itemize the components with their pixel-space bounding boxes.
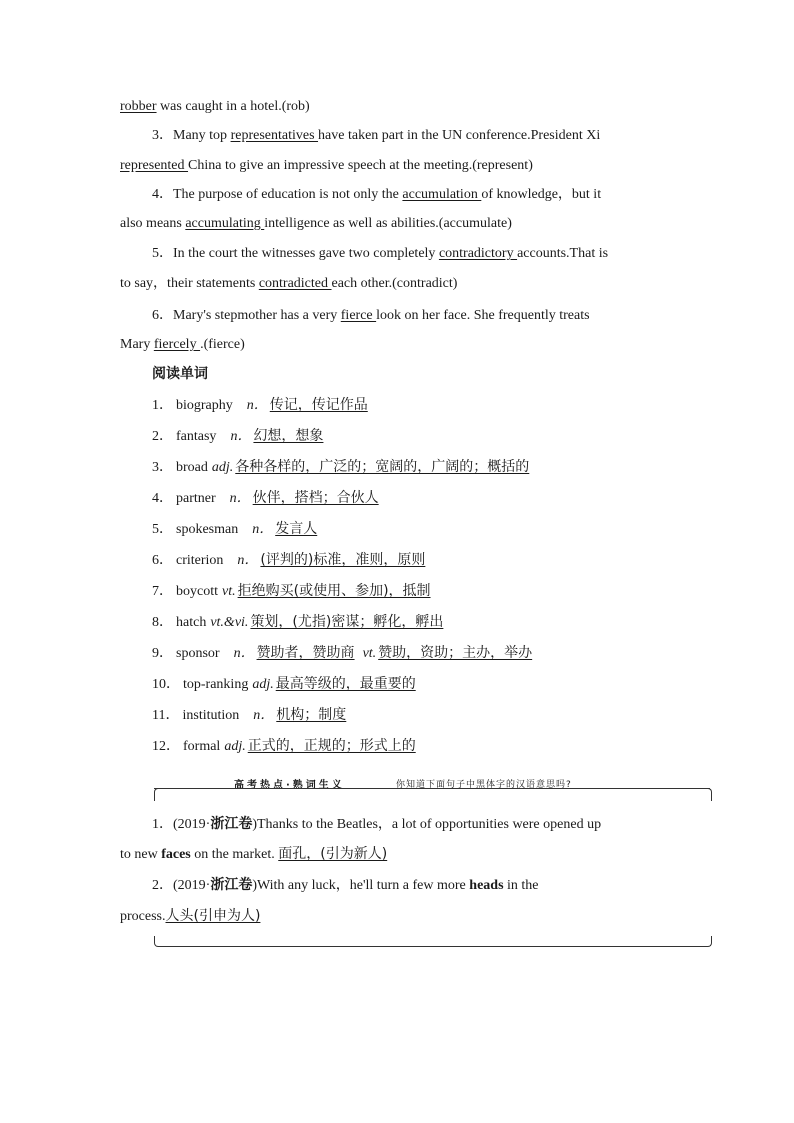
- answer-2: 人头(引申为人): [165, 908, 261, 924]
- vocab-item: [152, 675, 416, 694]
- vocab-word: broad: [176, 460, 208, 475]
- answer-blank: fiercely: [153, 337, 201, 352]
- vocab-item: [152, 644, 532, 663]
- exercise-text: have taken part in the UN conference.President Xi: [318, 128, 601, 143]
- vocab-number: 6．: [152, 553, 173, 568]
- vocab-word: top-ranking: [183, 677, 249, 692]
- vocab-item: [152, 706, 346, 725]
- box-top-border: [154, 788, 712, 801]
- vocab-meaning: 伙伴，搭档；合伙人: [252, 490, 379, 506]
- vocab-word: sponsor: [176, 646, 220, 661]
- vocab-word: institution: [182, 708, 240, 723]
- vocab-item: [152, 520, 317, 539]
- vocab-pos: n．: [252, 522, 274, 537]
- vocab-number: 7．: [152, 584, 173, 599]
- vocab-number: 10．: [152, 677, 180, 692]
- vocab-item: [152, 427, 323, 446]
- hot-item-2-line-1: 2．(2019·浙江卷)With any luck，he'll turn a few more heads in the: [152, 877, 539, 893]
- bold-word-heads: heads: [469, 878, 504, 893]
- hot-item-1-line-1: 1．(2019·浙江卷)Thanks to the Beatles，a lot of opportunities were opened up: [152, 816, 602, 832]
- vocab-number: 11．: [152, 708, 180, 723]
- vocab-pos: n．: [237, 553, 259, 568]
- vocab-meaning: 最高等级的，最重要的: [275, 676, 416, 692]
- vocab-word: partner: [176, 491, 216, 506]
- banner-subtitle: 你知道下面句子中黑体字的汉语意思吗?: [392, 777, 576, 790]
- exercise-text: of knowledge，but it: [481, 187, 602, 202]
- vocab-item: [152, 551, 425, 570]
- vocab-word: criterion: [176, 553, 224, 568]
- exercise-text: intelligence as well as abilities.(accumulate): [264, 216, 512, 231]
- exercise-text: 6．Mary's stepmother has a very: [152, 308, 341, 323]
- vocab-number: 9．: [152, 646, 173, 661]
- vocab-meaning: 拒绝购买(或使用、参加)，抵制: [237, 583, 431, 599]
- hot-item-2-line-2: process.人头(引申为人): [120, 908, 261, 924]
- answer-blank: represented: [120, 158, 189, 173]
- vocab-pos: vt.: [362, 646, 377, 661]
- vocab-item: [152, 489, 379, 508]
- hot-item-1-line-2: to new faces on the market. 面孔，(引为新人): [120, 846, 388, 862]
- exercise-line-ex6_l1: [152, 307, 590, 325]
- vocab-number: 5．: [152, 522, 173, 537]
- bold-word-faces: faces: [161, 847, 191, 862]
- exercise-text: 4．The purpose of education is not only the: [152, 187, 403, 202]
- exercise-line-ex2_cont: [120, 98, 310, 116]
- exercise-line-ex5_l2: [120, 275, 457, 293]
- answer-blank: contradicted: [258, 276, 332, 291]
- exercise-line-ex6_l2: [120, 336, 245, 354]
- vocab-word: formal: [183, 739, 221, 754]
- vocab-number: 2．: [152, 429, 173, 444]
- answer-blank: representatives: [230, 128, 319, 143]
- vocab-item: [152, 737, 416, 756]
- vocab-item: [152, 458, 529, 477]
- exercise-text: Mary: [120, 337, 154, 352]
- vocab-pos: n．: [230, 429, 252, 444]
- vocab-pos: n．: [233, 646, 255, 661]
- exercise-text: look on her face. She frequently treats: [376, 308, 590, 323]
- exercise-line-ex4_l2: [120, 215, 512, 233]
- vocab-meaning: 赞助，资助；主办，举办: [378, 645, 533, 661]
- vocab-pos: n．: [246, 398, 268, 413]
- vocab-pos: adj.: [224, 739, 246, 754]
- vocab-item: [152, 582, 431, 601]
- vocab-pos: n．: [229, 491, 251, 506]
- exercise-text: was caught in a hotel.(rob): [156, 99, 310, 114]
- answer-1: 面孔，(引为新人): [278, 846, 388, 862]
- box-bottom-border: [154, 936, 712, 947]
- vocab-word: hatch: [176, 615, 207, 630]
- vocab-item: [152, 613, 443, 632]
- reading-words-heading: 阅读单词: [152, 366, 208, 382]
- exercise-line-ex5_l1: [152, 245, 608, 263]
- vocab-word: boycott: [176, 584, 218, 599]
- vocab-item: [152, 396, 368, 415]
- exercise-text: .(fierce): [200, 337, 245, 352]
- vocab-meaning: 正式的，正规的；形式上的: [247, 738, 416, 754]
- vocab-meaning: 发言人: [275, 521, 318, 537]
- exercise-text: to say，their statements: [120, 276, 259, 291]
- vocab-pos: adj.: [211, 460, 234, 475]
- vocab-meaning: 机构；制度: [276, 707, 347, 723]
- vocab-meaning: 幻想，想象: [253, 428, 324, 444]
- vocab-meaning: 各种各样的，广泛的；宽阔的，广阔的；概括的: [235, 459, 530, 475]
- answer-blank: accumulating: [185, 216, 265, 231]
- banner-title: 高考热点·熟词生义: [230, 776, 349, 791]
- vocab-number: 12．: [152, 739, 180, 754]
- vocab-number: 4．: [152, 491, 173, 506]
- exercise-text: 3．Many top: [152, 128, 231, 143]
- vocab-word: biography: [176, 398, 233, 413]
- answer-blank: accumulation: [402, 187, 482, 202]
- vocab-word: fantasy: [176, 429, 217, 444]
- vocab-meaning: 传记，传记作品: [269, 397, 368, 413]
- exercise-text: each other.(contradict): [331, 276, 458, 291]
- exercise-text: China to give an impressive speech at the meeting.(represent): [188, 158, 533, 173]
- vocab-pos: vt.&vi.: [210, 615, 249, 630]
- vocab-meaning: 赞助者，赞助商: [256, 645, 355, 661]
- answer-blank: robber: [120, 99, 157, 114]
- vocab-number: 3．: [152, 460, 173, 475]
- vocab-meaning: (评判的)标准，准则，原则: [260, 552, 426, 568]
- vocab-number: 1．: [152, 398, 173, 413]
- exercise-line-ex3_l2: [120, 157, 533, 175]
- answer-blank: contradictory: [438, 246, 518, 261]
- exercise-text: 5．In the court the witnesses gave two completely: [152, 246, 439, 261]
- exercise-line-ex4_l1: [152, 186, 601, 204]
- answer-blank: fierce: [340, 308, 377, 323]
- vocab-pos: n．: [253, 708, 275, 723]
- exercise-line-ex3_l1: [152, 127, 600, 145]
- exercise-text: accounts.That is: [517, 246, 609, 261]
- vocab-word: spokesman: [176, 522, 239, 537]
- vocab-number: 8．: [152, 615, 173, 630]
- exercise-text: also means: [120, 216, 186, 231]
- vocab-pos: adj.: [252, 677, 274, 692]
- vocab-pos: vt.: [222, 584, 236, 599]
- vocab-meaning: 策划，(尤指)密谋；孵化，孵出: [250, 614, 444, 630]
